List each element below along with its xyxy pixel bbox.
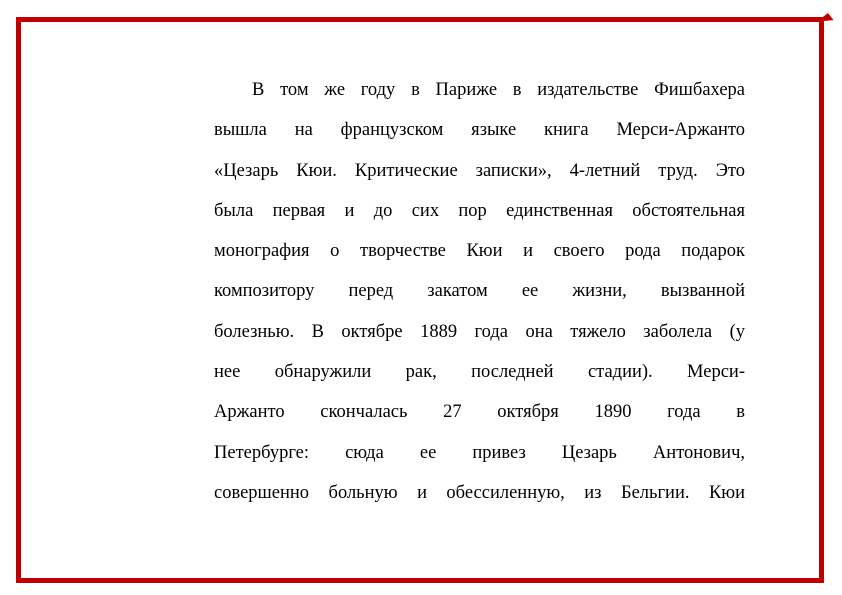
text-line-2: вышла на французском языке книга Мерси-Аржанто	[214, 120, 745, 141]
text-line-9: Аржанто скончалась 27 октября 1890 года в	[214, 402, 745, 423]
page-frame	[16, 17, 824, 583]
text-line-4: была первая и до сих пор единственная обстоятельная	[214, 200, 745, 221]
text-line-11: совершенно больную и обессиленную, из Бельгии. Кюи	[214, 482, 745, 503]
text-line-7: болезнью. В октябре 1889 года она тяжело заболела (у	[214, 321, 745, 342]
paragraph	[214, 72, 745, 515]
text-line-3: «Цезарь Кюи. Критические записки», 4-летний труд. Это	[214, 160, 745, 181]
text-line-8: нее обнаружили рак, последней стадии). Мерси-	[214, 362, 745, 383]
text-line-6: композитору перед закатом ее жизни, вызванной	[214, 281, 745, 302]
text-line-10: Петербурге: сюда ее привез Цезарь Антонович,	[214, 442, 745, 463]
text-line-5: монография о творчестве Кюи и своего рода подарок	[214, 241, 745, 262]
text-line-1: В том же году в Париже в издательстве Фишбахера	[252, 80, 745, 100]
